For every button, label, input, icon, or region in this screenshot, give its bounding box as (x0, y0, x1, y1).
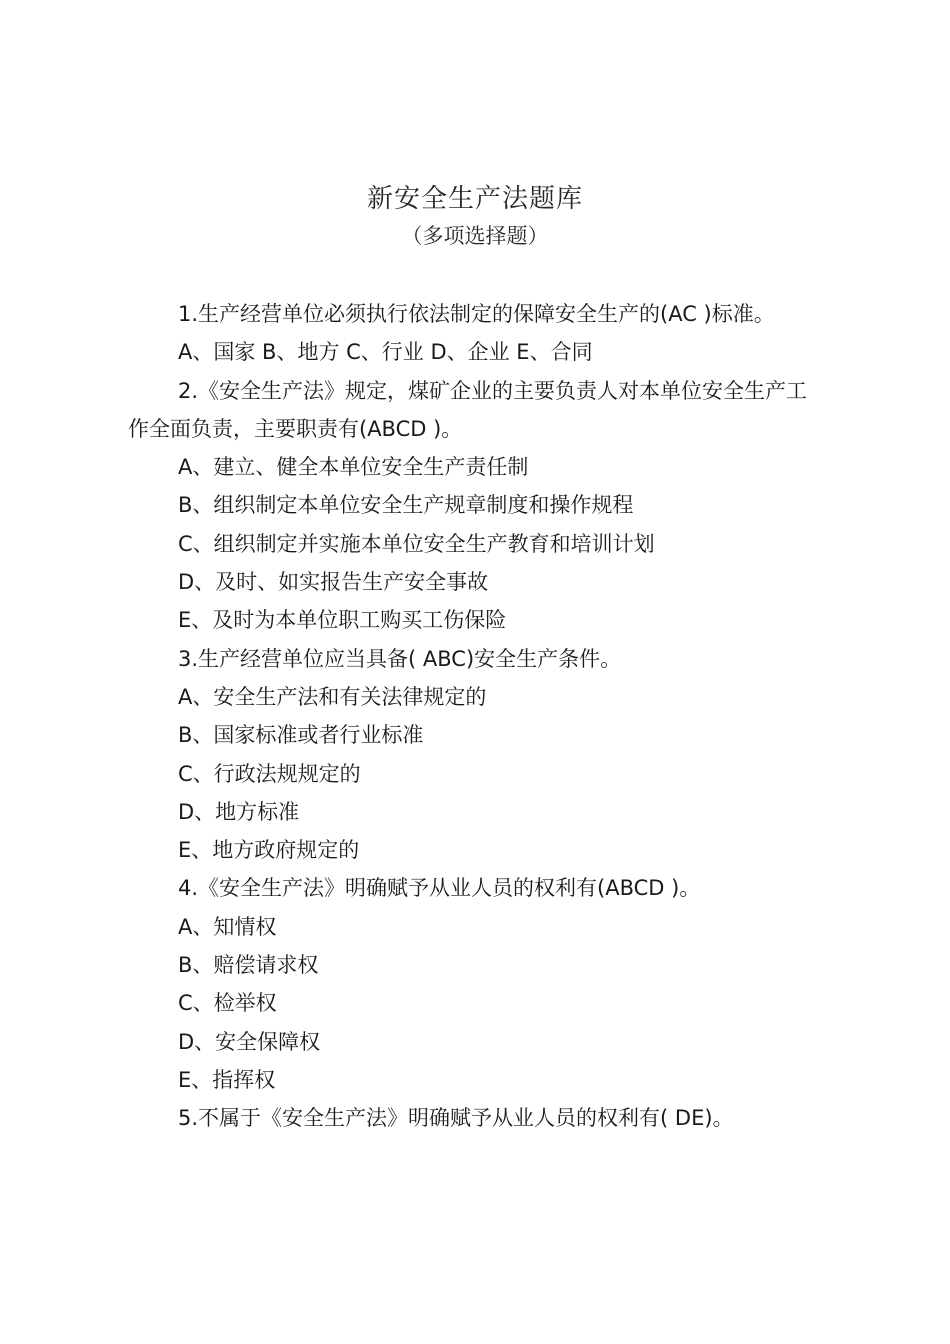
question-list (128, 295, 828, 1138)
question-3-option-d: D、地方标准 (178, 799, 300, 824)
question-3-option-c: C、行政法规规定的 (178, 761, 361, 786)
question-1-options: A、国家 B、地方 C、行业 D、企业 E、合同 (178, 340, 593, 365)
question-2-option-a: A、建立、健全本单位安全生产责任制 (178, 455, 529, 480)
document-subtitle: （多项选择题） (401, 224, 549, 248)
document-title: 新安全生产法题库 (366, 184, 583, 214)
question-3-option-b: B、国家标准或者行业标准 (178, 723, 424, 748)
question-2-option-c: C、组织制定并实施本单位安全生产教育和培训计划 (178, 531, 655, 556)
question-4-option-d: D、安全保障权 (178, 1029, 321, 1054)
question-4-option-c: C、检举权 (178, 991, 277, 1016)
question-2-stem: 2.《安全生产法》规定，煤矿企业的主要负责人对本单位安全生产工作全面负责，主要职责有(ABCD )。 (128, 378, 808, 441)
question-2-option-b: B、组织制定本单位安全生产规章制度和操作规程 (178, 493, 634, 518)
question-3-option-a: A、安全生产法和有关法律规定的 (178, 684, 487, 709)
question-4-option-a: A、知情权 (178, 914, 277, 939)
question-5-stem: 5.不属于《安全生产法》明确赋予从业人员的权利有( DE)。 (178, 1106, 734, 1131)
question-3-stem: 3.生产经营单位应当具备( ABC)安全生产条件。 (178, 646, 622, 671)
question-4-option-b: B、赔偿请求权 (178, 953, 319, 978)
question-4-option-e: E、指挥权 (178, 1067, 276, 1092)
question-2-option-d: D、及时、如实报告生产安全事故 (178, 570, 489, 595)
question-4-stem: 4.《安全生产法》明确赋予从业人员的权利有(ABCD )。 (178, 876, 701, 901)
question-3-option-e: E、地方政府规定的 (178, 838, 360, 863)
question-1-stem: 1.生产经营单位必须执行依法制定的保障安全生产的(AC )标准。 (178, 302, 775, 326)
question-2-option-e: E、及时为本单位职工购买工伤保险 (178, 608, 507, 633)
